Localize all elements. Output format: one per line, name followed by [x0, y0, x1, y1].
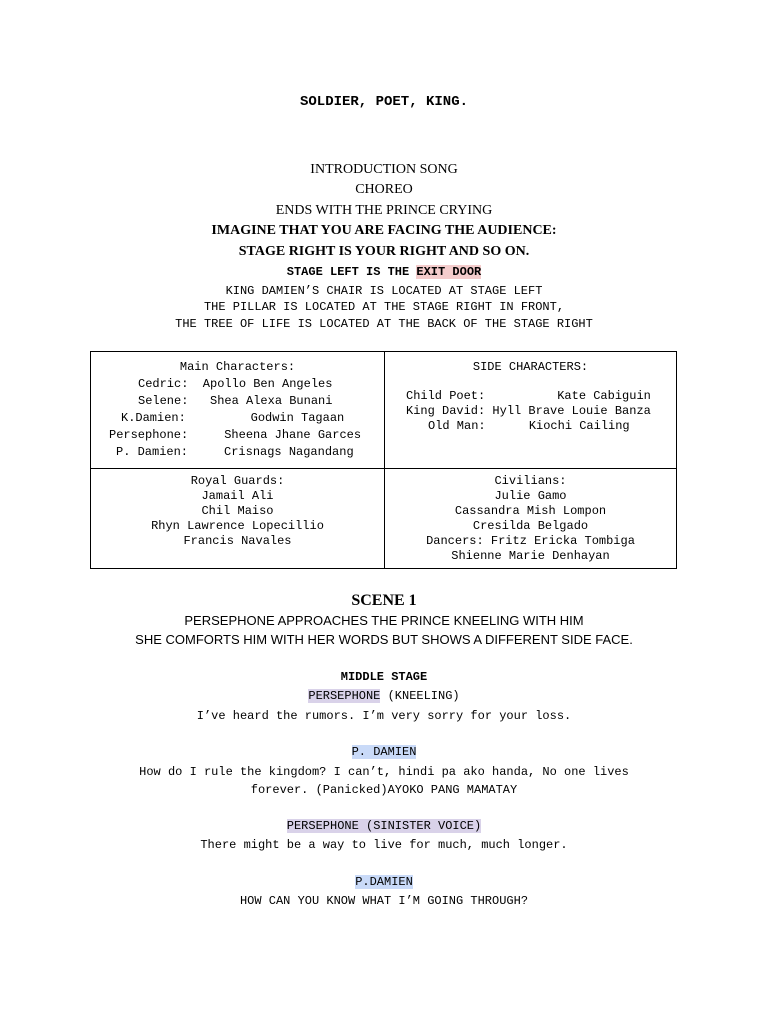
scene-description-2: SHE COMFORTS HIM WITH HER WORDS BUT SHOWS A DIFFERENT SIDE FACE.	[135, 632, 633, 647]
dialogue-line: How do I rule the kingdom? I can’t, hindi pa ako handa, No one lives	[139, 765, 629, 779]
stage-pillar-line: THE PILLAR IS LOCATED AT THE STAGE RIGHT IN FRONT,	[203, 300, 565, 314]
character-name-p-damien-2: P.DAMIEN	[355, 875, 413, 889]
scene-heading: SCENE 1	[351, 592, 417, 609]
intro-line-ends: ENDS WITH THE PRINCE CRYING	[275, 203, 493, 218]
royal-guards-heading: Royal Guards:	[190, 474, 285, 488]
stage-left-line	[0, 265, 768, 279]
civilian-name: Cresilda Belgado	[472, 519, 589, 533]
stage-direction-kneeling: (KNEELING)	[380, 689, 460, 703]
side-character-row: Child Poet: Kate Cabiguin	[406, 389, 651, 403]
royal-guard-name: Rhyn Lawrence Lopecillio	[151, 519, 324, 533]
intro-line-imagine: IMAGINE THAT YOU ARE FACING THE AUDIENCE:	[211, 223, 557, 238]
main-character-row: P. Damien: Crisnags Nagandang	[116, 445, 354, 459]
exit-door-highlight: EXIT DOOR	[416, 265, 482, 279]
dialogue-line: There might be a way to live for much, much longer.	[200, 838, 568, 852]
dialogue-cue-p-damien	[0, 745, 768, 759]
stage-tree-line: THE TREE OF LIFE IS LOCATED AT THE BACK OF THE STAGE RIGHT	[175, 317, 593, 331]
scene-location: MIDDLE STAGE	[340, 670, 428, 684]
royal-guard-name: Francis Navales	[183, 534, 292, 548]
intro-line-song: INTRODUCTION SONG	[310, 162, 458, 177]
civilian-name: Julie Gamo	[494, 489, 567, 503]
main-character-row: Persephone: Sheena Jhane Garces	[109, 428, 362, 442]
cast-table	[90, 351, 677, 569]
dialogue-line: forever. (Panicked)AYOKO PANG MAMATAY	[250, 783, 518, 797]
script-title: SOLDIER, POET, KING.	[299, 94, 469, 110]
civilian-name: Dancers: Fritz Ericka Tombiga	[426, 534, 635, 548]
character-name-persephone-sinister: PERSEPHONE (SINISTER VOICE)	[286, 819, 482, 833]
civilian-name: Cassandra Mish Lompon	[454, 504, 607, 518]
royal-guard-name: Chil Maiso	[201, 504, 274, 518]
main-character-row: Selene: Shea Alexa Bunani	[138, 394, 333, 408]
scene-description-1: PERSEPHONE APPROACHES THE PRINCE KNEELING WITH HIM	[184, 613, 584, 628]
stage-left-text: STAGE LEFT IS THE	[286, 265, 417, 279]
stage-chair-line: KING DAMIEN’S CHAIR IS LOCATED AT STAGE LEFT	[225, 284, 543, 298]
dialogue-cue-p-damien-2	[0, 875, 768, 889]
dialogue-cue-persephone	[0, 689, 768, 703]
civilian-name: Shienne Marie Denhayan	[451, 549, 610, 563]
side-character-row: Old Man: Kiochi Cailing	[428, 419, 630, 433]
royal-guard-name: Jamail Ali	[201, 489, 274, 503]
main-character-row: K.Damien: Godwin Tagaan	[121, 411, 345, 425]
character-name-p-damien: P. DAMIEN	[351, 745, 417, 759]
dialogue-line: I’ve heard the rumors. I’m very sorry for your loss.	[196, 709, 572, 723]
dialogue-cue-persephone-sinister	[0, 819, 768, 833]
side-character-row: King David: Hyll Brave Louie Banza	[406, 404, 651, 418]
main-characters-heading: Main Characters:	[179, 360, 296, 374]
side-characters-heading: SIDE CHARACTERS:	[472, 360, 589, 374]
civilians-heading: Civilians:	[494, 474, 567, 488]
intro-line-stage-right: STAGE RIGHT IS YOUR RIGHT AND SO ON.	[238, 244, 530, 259]
main-character-row: Cedric: Apollo Ben Angeles	[138, 377, 333, 391]
dialogue-line: HOW CAN YOU KNOW WHAT I’M GOING THROUGH?	[239, 894, 529, 908]
cast-table-divider-horizontal	[91, 468, 676, 469]
character-name-persephone: PERSEPHONE	[308, 689, 381, 703]
intro-line-choreo: CHOREO	[355, 182, 413, 197]
